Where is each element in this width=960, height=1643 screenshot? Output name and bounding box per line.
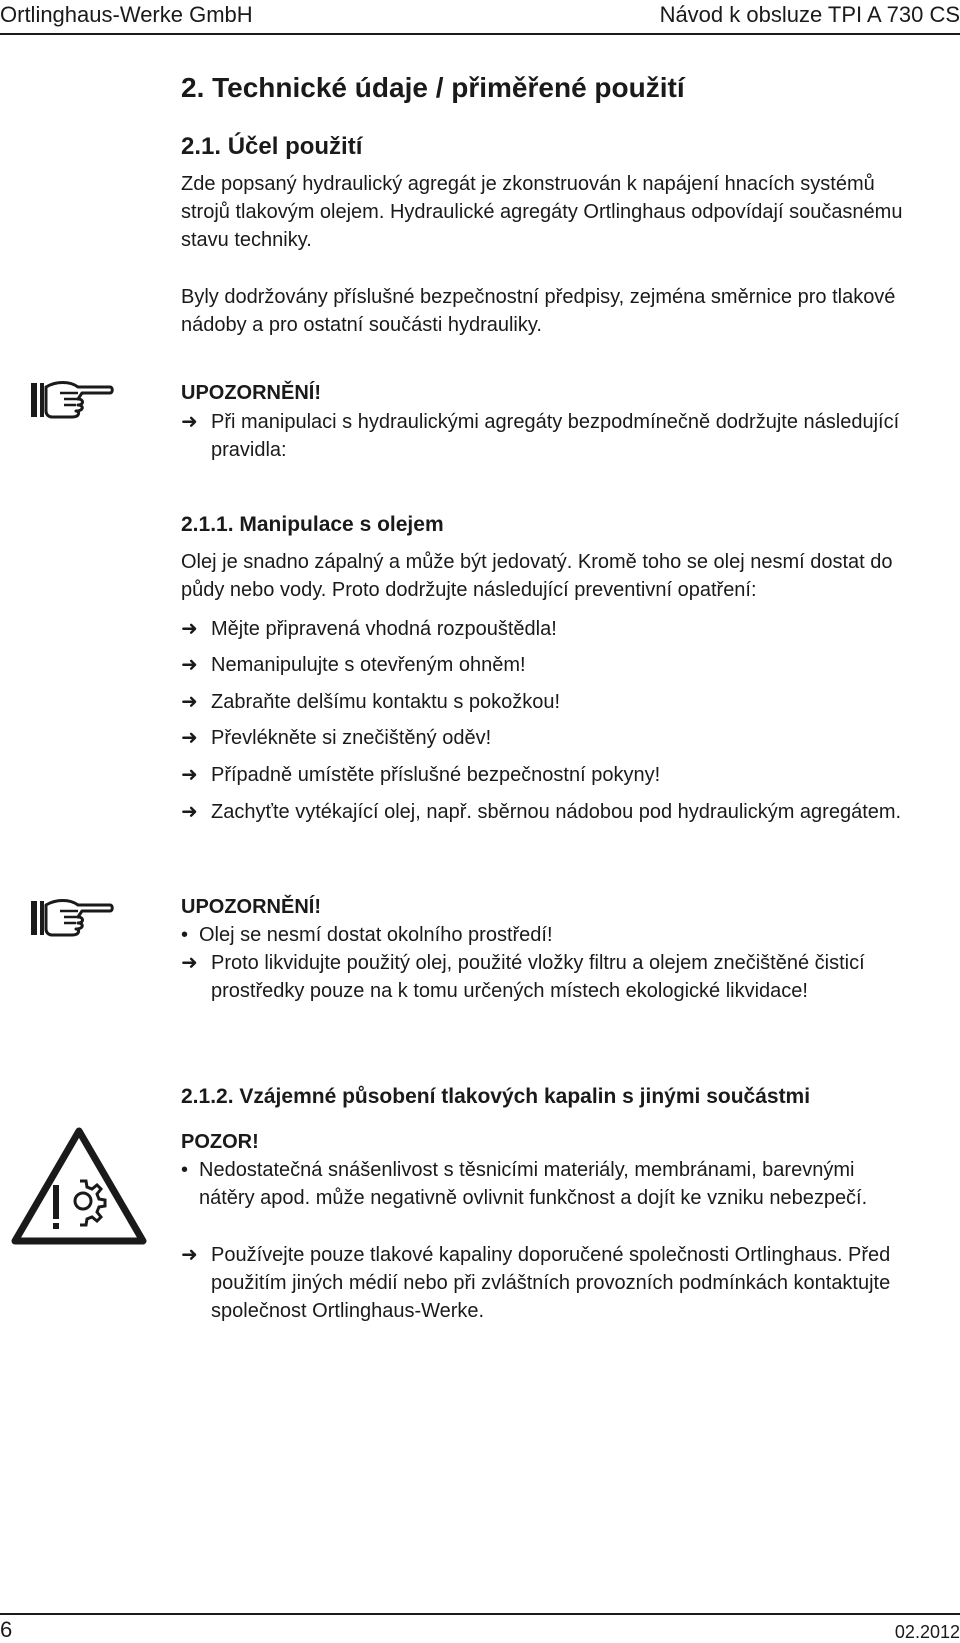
arrow-icon: ➜	[181, 654, 198, 676]
footer-rule	[0, 1613, 960, 1615]
list-item	[181, 1241, 941, 1325]
list-item-text: Mějte připravená vhodná rozpouštědla!	[211, 618, 557, 640]
arrow-icon: ➜	[181, 801, 198, 823]
list-item	[181, 949, 921, 1005]
paragraph: Zde popsaný hydraulický agregát je zkonstruován k napájení hnacích systémů strojů tlakovým olejem. Hydraulické agregáty Ortlinghaus odpovídají současnému stavu techniky.	[181, 173, 903, 251]
pointing-hand-icon	[30, 378, 114, 422]
list-item-text: Olej se nesmí dostat okolního prostředí!	[199, 924, 553, 946]
page-header	[0, 0, 960, 36]
list-item-text: Převlékněte si znečištěný oděv!	[211, 727, 492, 749]
list-item	[181, 651, 951, 679]
subsection-heading: 2.1.1. Manipulace s olejem	[181, 513, 444, 536]
list-item	[181, 921, 939, 949]
list-item	[181, 798, 951, 826]
list-item	[181, 761, 951, 789]
arrow-icon: ➜	[181, 618, 198, 640]
list-item-text: Používejte pouze tlakové kapaliny doporučené společnosti Ortlinghaus. Před použitím jiných médií nebo při zvláštních provozních podmínkách kontaktujte společnost Ortlinghaus-Werke.	[211, 1244, 891, 1322]
section-heading: 2. Technické údaje / přiměřené použití	[181, 72, 685, 103]
arrow-icon: ➜	[181, 952, 198, 974]
paragraph: Olej je snadno zápalný a může být jedovatý. Kromě toho se olej nesmí dostat do půdy nebo vody. Proto dodržujte následující preventivní opatření:	[181, 551, 893, 601]
arrow-icon: ➜	[181, 411, 198, 433]
header-rule	[0, 33, 960, 35]
list-item	[181, 688, 951, 716]
list-item-text: Zachyťte vytékající olej, např. sběrnou nádobou pod hydraulickým agregátem.	[211, 801, 902, 823]
notice-label: UPOZORNĚNÍ!	[181, 896, 321, 918]
arrow-icon: ➜	[181, 727, 198, 749]
caution-label: POZOR!	[181, 1131, 259, 1153]
list-item	[181, 408, 951, 464]
list-item	[181, 615, 951, 643]
warning-gear-icon	[10, 1125, 148, 1247]
page-number: 6	[0, 1617, 13, 1642]
list-item-text: Proto likvidujte použitý olej, použité vložky filtru a olejem znečištěné čisticí prostředky pouze na k tomu určených místech ekologické likvidace!	[211, 952, 865, 1002]
bullet-icon: •	[181, 924, 189, 946]
list-item-text: Nemanipulujte s otevřeným ohněm!	[211, 654, 526, 676]
paragraph: Byly dodržovány příslušné bezpečnostní předpisy, zejména směrnice pro tlakové nádoby a pro ostatní součásti hydrauliky.	[181, 286, 896, 336]
arrow-icon: ➜	[181, 1244, 198, 1266]
arrow-icon: ➜	[181, 691, 198, 713]
bullet-icon: •	[181, 1159, 189, 1181]
document-date: 02.2012	[894, 1622, 960, 1642]
company-name: Ortlinghaus-Werke GmbH	[0, 2, 253, 27]
document-title: Návod k obsluze TPI A 730 CS	[659, 2, 960, 27]
arrow-icon: ➜	[181, 764, 198, 786]
list-item	[181, 1156, 879, 1212]
pointing-hand-icon	[30, 896, 114, 940]
list-item-text: Zabraňte delšímu kontaktu s pokožkou!	[211, 691, 561, 713]
list-item-text: Případně umístěte příslušné bezpečnostní pokyny!	[211, 764, 661, 786]
subsection-heading: 2.1. Účel použití	[181, 133, 363, 160]
list-item-text: Nedostatečná snášenlivost s těsnicími materiály, membránami, barevnými nátěry apod. může negativně ovlivnit funkčnost a dojít ke vzniku nebezpečí.	[199, 1159, 868, 1209]
notice-label: UPOZORNĚNÍ!	[181, 382, 321, 404]
subsection-heading: 2.1.2. Vzájemné působení tlakových kapalin s jinými součástmi	[181, 1085, 811, 1108]
list-item	[181, 724, 951, 752]
list-item-text: Při manipulaci s hydraulickými agregáty bezpodmínečně dodržujte následující pravidla:	[211, 411, 900, 461]
